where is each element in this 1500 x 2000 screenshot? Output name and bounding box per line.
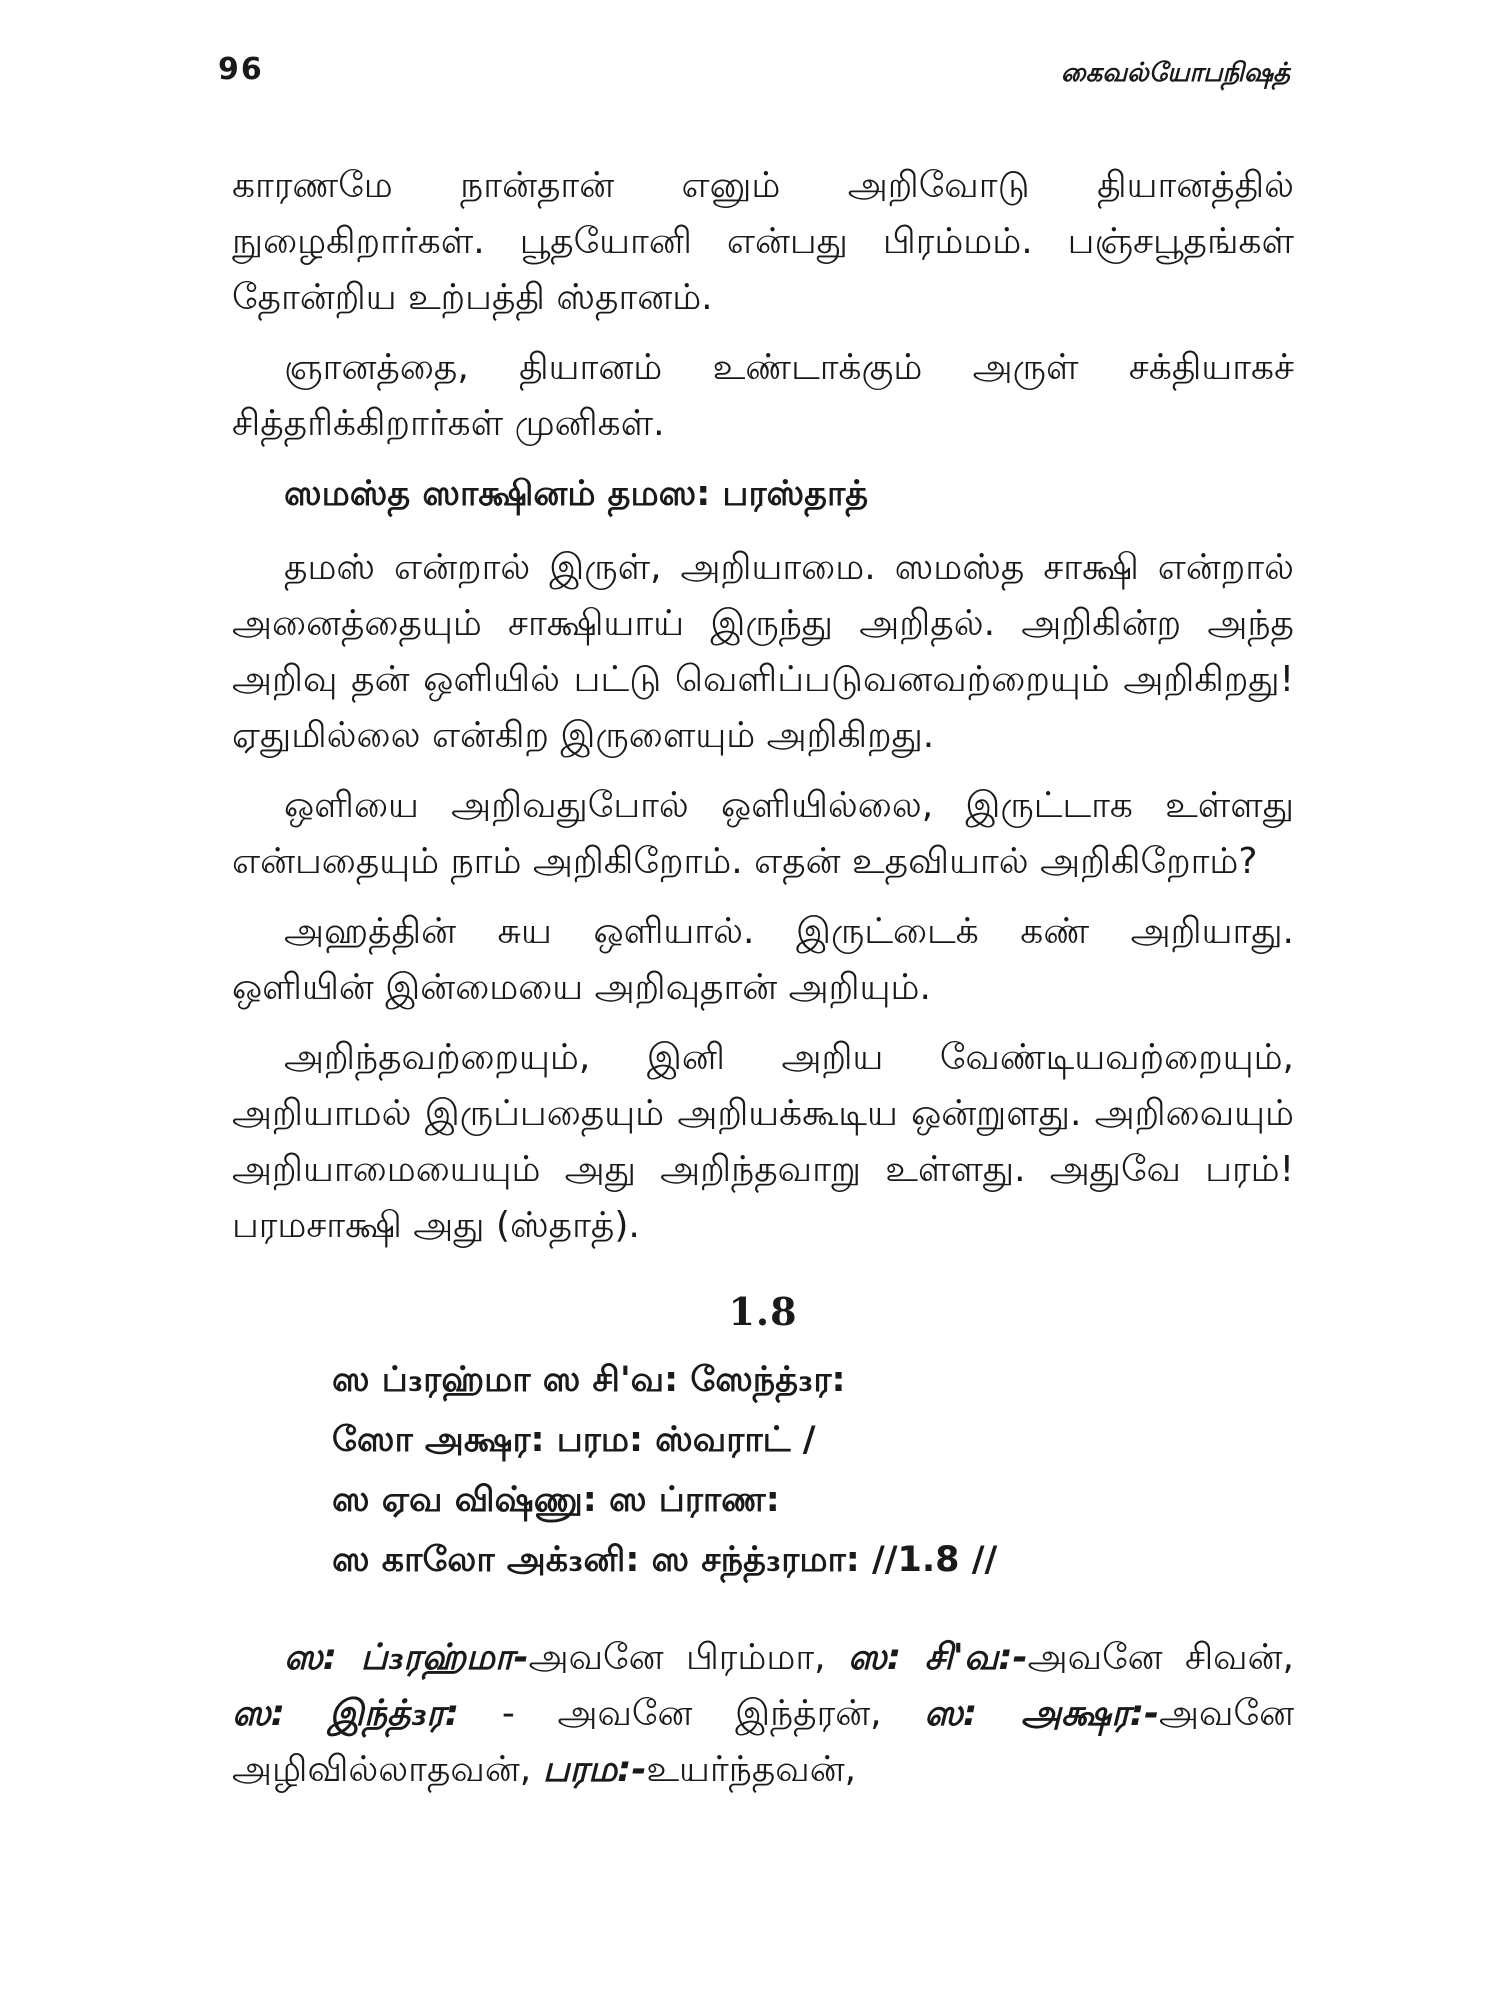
gloss-term: ஸ: ப்₃ரஹ்மா- xyxy=(284,1637,529,1678)
paragraph: காரணமே நான்தான் எனும் அறிவோடு தியானத்தில் நுழைகிறார்கள். பூதயோனி என்பது பிரம்மம். பஞ்சபூதங்கள் தோன்றிய உற்பத்தி ஸ்தானம். xyxy=(232,165,1294,318)
verse-line: ஸோ அக்ஷர: பரம: ஸ்வராட் / xyxy=(332,1420,816,1460)
verse-number: 1.8 xyxy=(728,1289,798,1334)
paragraph: ஞானத்தை, தியானம் உண்டாக்கும் அருள் சக்தியாகச் சித்தரிக்கிறார்கள் முனிகள். xyxy=(232,347,1294,444)
paragraph: அஹத்தின் சுய ஒளியால். இருட்டைக் கண் அறியாது. ஒளியின் இன்மையை அறிவுதான் அறியும். xyxy=(232,911,1294,1008)
page-number: 96 xyxy=(218,52,264,87)
paragraph: ஒளியை அறிவதுபோல் ஒளியில்லை, இருட்டாக உள்ளது என்பதையும் நாம் அறிகிறோம். எதன் உதவியால் அறிகிறோம்? xyxy=(232,785,1294,882)
verse-line: ஸ காலோ அக்₃னி: ஸ சந்த்₃ரமா: //1.8 // xyxy=(332,1540,998,1580)
section-heading: ஸமஸ்த ஸாக்ஷினம் தமஸ: பரஸ்தாத் xyxy=(284,474,869,514)
word-gloss xyxy=(232,1630,1294,1798)
gloss-term: ஸ: சி'வ:- xyxy=(848,1637,1028,1678)
gloss-meaning: உயர்ந்தவன், xyxy=(646,1749,857,1790)
gloss-meaning: - அவனே இந்த்ரன், xyxy=(459,1693,925,1734)
verse-block xyxy=(332,1350,1294,1590)
running-title: கைவல்யோபநிஷத் xyxy=(1061,58,1290,88)
gloss-term: ஸ: அக்ஷர:- xyxy=(924,1693,1160,1734)
gloss-term: பரம:- xyxy=(542,1749,647,1790)
gloss-term: ஸ: இந்த்₃ர: xyxy=(232,1693,460,1734)
gloss-meaning: அவனே அழிவில்லாதவன், xyxy=(232,1693,1294,1790)
gloss-meaning: அவனே சிவன், xyxy=(1027,1637,1294,1678)
paragraph: அறிந்தவற்றையும், இனி அறிய வேண்டியவற்றையும், அறியாமல் இருப்பதையும் அறியக்கூடிய ஒன்றுளது. அறிவையும் அறியாமையையும் அது அறிந்தவாறு உள்ளது. அதுவே பரம்! பரமசாக்ஷி அது (ஸ்தாத்). xyxy=(232,1037,1294,1246)
gloss-meaning: அவனே பிரம்மா, xyxy=(528,1637,849,1678)
verse-line: ஸ ப்₃ரஹ்மா ஸ சி'வ: ஸேந்த்₃ர: xyxy=(332,1360,846,1400)
page-body xyxy=(232,158,1294,1812)
verse-line: ஸ ஏவ விஷ்ணு: ஸ ப்ராண: xyxy=(332,1480,780,1520)
paragraph: தமஸ் என்றால் இருள், அறியாமை. ஸமஸ்த சாக்ஷி என்றால் அனைத்தையும் சாக்ஷியாய் இருந்து அறிதல். அறிகின்ற அந்த அறிவு தன் ஒளியில் பட்டு வெளிப்படுவனவற்றையும் அறிகிறது! ஏதுமில்லை என்கிற இருளையும் அறிகிறது. xyxy=(232,547,1294,756)
